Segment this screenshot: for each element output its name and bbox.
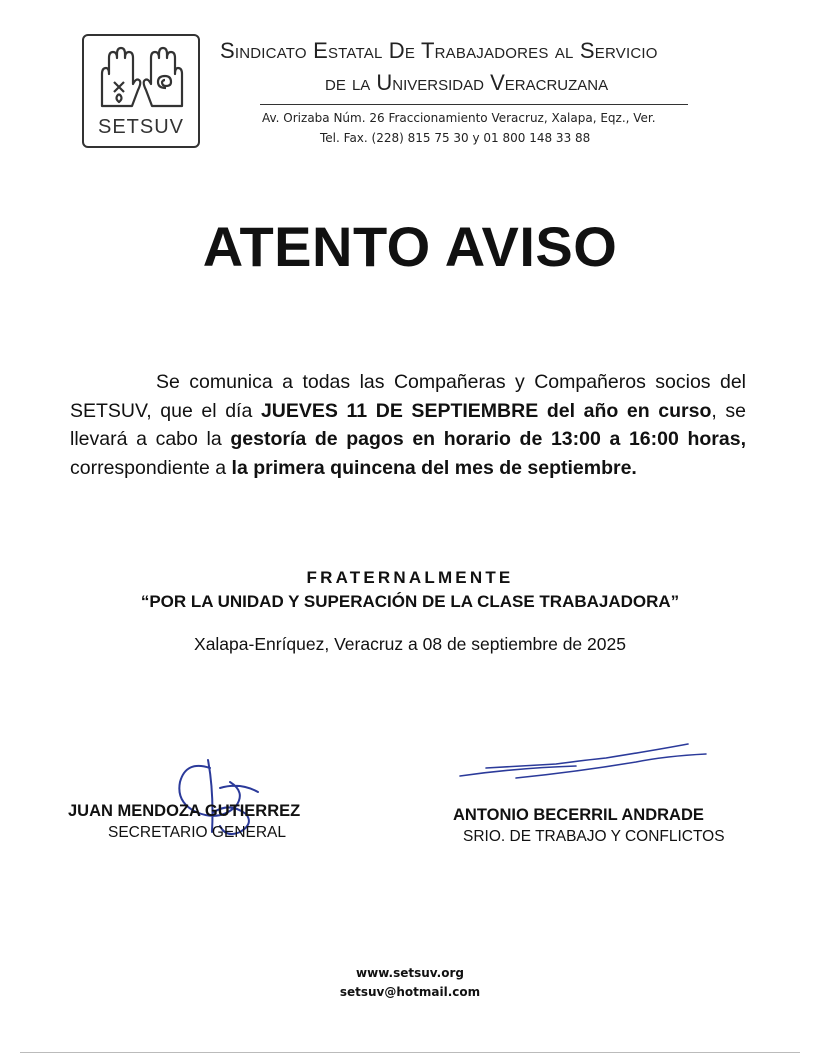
org-phone: Tel. Fax. (228) 815 75 30 y 01 800 148 33 88 <box>320 131 591 145</box>
body-bold-date: JUEVES 11 DE SEPTIEMBRE del año en curso <box>260 399 712 422</box>
right-signer-name: ANTONIO BECERRIL ANDRADE <box>453 806 704 824</box>
closing-word: FRATERNALMENTE <box>306 568 514 587</box>
body-text-3: correspondiente a <box>70 456 232 479</box>
setsuv-logo <box>82 34 200 148</box>
place-and-date: Xalapa-Enríquez, Veracruz a 08 de septiembre de 2025 <box>194 634 626 654</box>
setsuv-hands-logo-icon <box>94 44 190 114</box>
body-bold-schedule: gestoría de pagos en horario de 13:00 a 16:00 horas, <box>230 428 746 450</box>
body-text-1: Se comunica a todas las Compañeras y Compañeros socios del SETSUV, que el día <box>70 371 746 422</box>
footer-website: www.setsuv.org <box>356 966 464 980</box>
footer-email: setsuv@hotmail.com <box>339 985 481 999</box>
body-bold-period: la primera quincena del mes de septiembre. <box>231 456 637 479</box>
left-signer-title: SECRETARIO GENERAL <box>108 824 287 841</box>
notice-body <box>70 368 746 482</box>
left-signer-name: JUAN MENDOZA GUTIERREZ <box>68 802 301 820</box>
right-signature-scribble <box>456 738 726 788</box>
body-text-2: , se llevará a cabo la <box>70 399 747 450</box>
logo-text: SETSUV <box>97 116 185 138</box>
union-motto: “POR LA UNIDAD Y SUPERACIÓN DE LA CLASE TRABAJADORA” <box>140 592 680 611</box>
page-title: ATENTO AVISO <box>202 215 618 278</box>
right-signer-title: SRIO. DE TRABAJO Y CONFLICTOS <box>463 828 725 845</box>
org-name-line1: Sindicato Estatal De Trabajadores al Servicio <box>220 38 658 63</box>
org-address: Av. Orizaba Núm. 26 Fraccionamiento Veracruz, Xalapa, Eqz., Ver. <box>262 111 656 125</box>
header-divider <box>260 104 688 105</box>
page-bottom-edge <box>20 1052 800 1053</box>
org-name-line2: de la Universidad Veracruzana <box>325 70 609 95</box>
